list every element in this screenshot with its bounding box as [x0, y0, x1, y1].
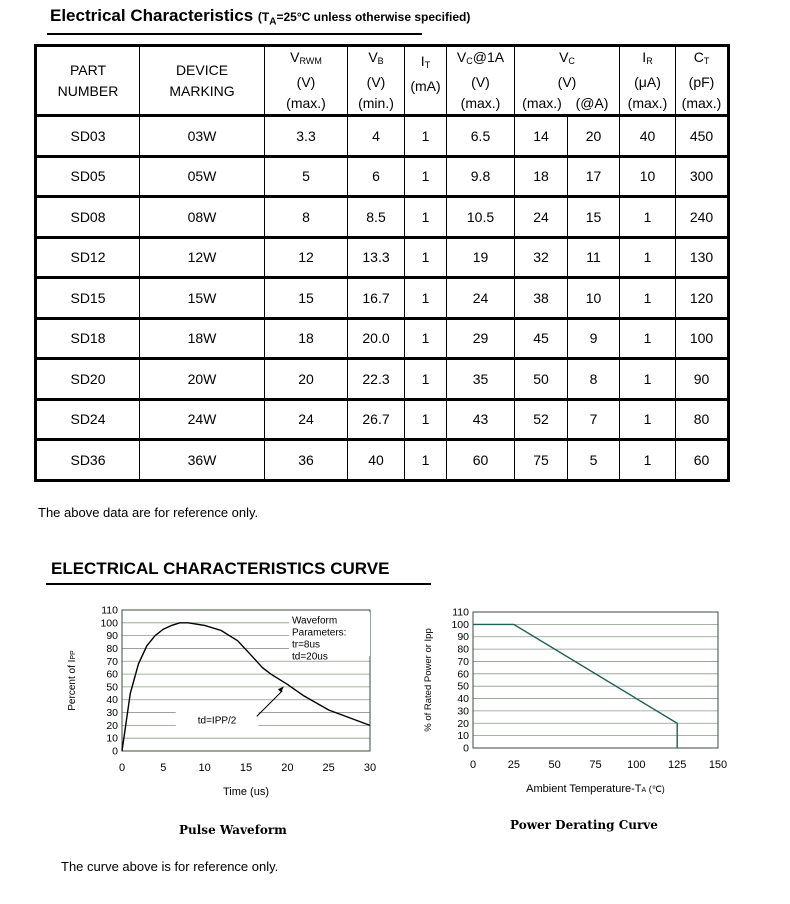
table-row [36, 116, 729, 157]
y-axis-label: Percent of IPP [67, 650, 78, 711]
table-cell: 1 [620, 197, 676, 238]
table-cell: 1 [405, 156, 447, 197]
title-underline [47, 33, 422, 35]
table-cell: 24 [447, 278, 515, 319]
table-cell: 24 [265, 399, 348, 440]
table-cell: 08W [140, 197, 265, 238]
col-vc: $V_C$ (V) (max.) (@A) [515, 46, 620, 116]
table-cell: 14 [515, 116, 568, 157]
y-tick-label: 110 [101, 604, 118, 617]
table-cell: 12W [140, 237, 265, 278]
table-cell: 8 [265, 197, 348, 238]
x-tick-label: 25 [507, 759, 520, 771]
table-cell: 18 [265, 318, 348, 359]
table-cell: 05W [140, 156, 265, 197]
col-vb: $V_B$ (V) (min.) [348, 46, 405, 116]
table-row [36, 318, 729, 359]
table-cell: 1 [620, 440, 676, 481]
power-derating-chart [418, 598, 748, 808]
table-cell: 60 [676, 440, 729, 481]
table-cell: 19 [447, 237, 515, 278]
table-cell: 6.5 [447, 116, 515, 157]
pulse-waveform-caption: Pulse Waveform [179, 823, 287, 837]
table-cell: 35 [447, 359, 515, 400]
y-tick-label: 0 [112, 745, 118, 758]
table-cell: SD12 [36, 237, 140, 278]
table-header-row [36, 46, 729, 116]
y-tick-label: 10 [457, 730, 469, 743]
table-cell: 130 [676, 237, 729, 278]
table-cell: 20 [265, 359, 348, 400]
y-tick-label: 60 [457, 668, 469, 681]
table-cell: 300 [676, 156, 729, 197]
table-cell: 15W [140, 278, 265, 319]
pulse-waveform-chart [55, 598, 395, 808]
x-tick-label: 10 [198, 762, 211, 774]
table-cell: 450 [676, 116, 729, 157]
plot-frame [473, 612, 718, 748]
table-cell: 1 [620, 359, 676, 400]
table-cell: 1 [620, 318, 676, 359]
cond-sub: A [269, 16, 277, 28]
legend-line: td=20us [291, 651, 328, 663]
y-tick-label: 20 [457, 717, 469, 730]
table-cell: SD20 [36, 359, 140, 400]
table-cell: 75 [515, 440, 568, 481]
y-tick-label: 60 [106, 668, 118, 681]
y-tick-label: 30 [106, 707, 118, 720]
y-tick-label: 80 [457, 643, 469, 656]
x-tick-label: 100 [627, 759, 646, 771]
cond-open: (T [257, 10, 270, 24]
table-cell: 15 [265, 278, 348, 319]
table-cell: 43 [447, 399, 515, 440]
y-tick-label: 70 [457, 655, 469, 668]
section-title [50, 6, 470, 27]
y-axis-label: % of Rated Power or Ipp [423, 628, 434, 732]
table-cell: 45 [515, 318, 568, 359]
table-cell: 32 [515, 237, 568, 278]
table-cell: 40 [348, 440, 405, 481]
table-row [36, 237, 729, 278]
y-tick-label: 40 [457, 693, 469, 706]
y-tick-label: 110 [452, 606, 469, 619]
table-cell: 10 [568, 278, 620, 319]
x-tick-label: 15 [239, 762, 253, 774]
x-axis-label: Ambient Temperature-TA (℃) [526, 783, 665, 795]
table-cell: 9.8 [447, 156, 515, 197]
table-cell: 22.3 [348, 359, 405, 400]
x-tick-label: 50 [548, 759, 561, 771]
table-cell: 10.5 [447, 197, 515, 238]
table-cell: SD08 [36, 197, 140, 238]
legend-line: Parameters: [291, 627, 347, 639]
table-cell: 17 [568, 156, 620, 197]
table-row [36, 278, 729, 319]
table-cell: 29 [447, 318, 515, 359]
y-tick-label: 20 [106, 719, 118, 732]
table-cell: SD03 [36, 116, 140, 157]
y-tick-label: 80 [106, 642, 118, 655]
x-axis-label: Time (us) [222, 786, 270, 798]
x-tick-label: 30 [363, 762, 377, 774]
table-cell: 52 [515, 399, 568, 440]
power-derating-caption: Power Derating Curve [510, 818, 658, 832]
y-tick-label: 30 [457, 705, 469, 718]
table-cell: 1 [405, 318, 447, 359]
table-cell: 50 [515, 359, 568, 400]
table-cell: 3.3 [265, 116, 348, 157]
table-cell: 20W [140, 359, 265, 400]
y-tick-label: 40 [106, 694, 118, 707]
table-cell: 03W [140, 116, 265, 157]
x-tick-label: 150 [708, 759, 728, 771]
table-cell: 24 [515, 197, 568, 238]
y-tick-label: 70 [106, 655, 118, 668]
table-cell: 7 [568, 399, 620, 440]
col-ir: $I_R$ (μA) (max.) [620, 46, 676, 116]
table-cell: 1 [405, 116, 447, 157]
y-tick-label: 90 [106, 630, 118, 643]
y-tick-label: 50 [457, 680, 469, 693]
y-tick-label: 100 [100, 617, 118, 630]
legend-line: tr=8us [291, 639, 321, 651]
y-tick-label: 50 [106, 681, 118, 694]
table-cell: 1 [405, 359, 447, 400]
table-row [36, 440, 729, 481]
table-cell: 5 [568, 440, 620, 481]
table-cell: 8.5 [348, 197, 405, 238]
table-cell: SD36 [36, 440, 140, 481]
table-cell: 36W [140, 440, 265, 481]
y-tick-label: 0 [463, 742, 469, 755]
y-tick-label: 10 [106, 732, 118, 745]
table-cell: 18W [140, 318, 265, 359]
table-cell: 1 [405, 197, 447, 238]
table-row [36, 359, 729, 400]
table-cell: 1 [405, 399, 447, 440]
x-tick-label: 0 [118, 762, 126, 774]
table-cell: SD15 [36, 278, 140, 319]
table-cell: 12 [265, 237, 348, 278]
y-tick-label: 100 [451, 618, 469, 631]
table-cell: 1 [405, 278, 447, 319]
x-tick-label: 0 [469, 759, 477, 771]
table-cell: 120 [676, 278, 729, 319]
col-vc-1a: $V_C@1A$ (V) (max.) [447, 46, 515, 116]
table-cell: SD24 [36, 399, 140, 440]
spec-table [34, 44, 730, 482]
test-condition [257, 10, 471, 28]
table-cell: 240 [676, 197, 729, 238]
table-cell: 36 [265, 440, 348, 481]
table-cell: 18 [515, 156, 568, 197]
section-title-text: Electrical Characteristics [50, 6, 254, 25]
table-cell: 16.7 [348, 278, 405, 319]
table-cell: 80 [676, 399, 729, 440]
table-cell: 11 [568, 237, 620, 278]
table-cell: 1 [405, 440, 447, 481]
table-cell: 1 [620, 278, 676, 319]
table-cell: 13.3 [348, 237, 405, 278]
x-tick-label: 125 [667, 759, 687, 771]
table-cell: 60 [447, 440, 515, 481]
col-vrwm: $V_{RWM}$ (V) (max.) [265, 46, 348, 116]
table-note: The above data are for reference only. [38, 505, 259, 520]
curve-note: The curve above is for reference only. [61, 859, 279, 874]
table-cell: 26.7 [348, 399, 405, 440]
table-cell: 90 [676, 359, 729, 400]
table-cell: 100 [676, 318, 729, 359]
table-cell: 1 [620, 399, 676, 440]
col-part-number: PART NUMBER [36, 46, 140, 116]
table-cell: 40 [620, 116, 676, 157]
table-cell: 4 [348, 116, 405, 157]
curve-section-title: ELECTRICAL CHARACTERISTICS CURVE [51, 559, 390, 578]
curve-title-underline [46, 583, 431, 585]
y-tick-label: 90 [457, 631, 469, 644]
table-cell: 10 [620, 156, 676, 197]
table-row [36, 399, 729, 440]
table-cell: 1 [620, 237, 676, 278]
col-ct: $C_T$ (pF) (max.) [676, 46, 729, 116]
col-it: $I_T$ (mA) [405, 46, 447, 116]
table-cell: 1 [405, 237, 447, 278]
col-device-marking: DEVICE MARKING [140, 46, 265, 116]
table-cell: 9 [568, 318, 620, 359]
legend-line: Waveform [291, 615, 338, 627]
table-cell: 20.0 [348, 318, 405, 359]
x-tick-label: 25 [322, 762, 335, 774]
x-tick-label: 5 [160, 762, 167, 774]
table-cell: 38 [515, 278, 568, 319]
table-cell: 6 [348, 156, 405, 197]
annotation-text: td=IPP/2 [197, 715, 237, 727]
x-tick-label: 75 [589, 759, 602, 771]
table-cell: 20 [568, 116, 620, 157]
table-cell: SD05 [36, 156, 140, 197]
table-cell: 15 [568, 197, 620, 238]
table-cell: 8 [568, 359, 620, 400]
table-cell: SD18 [36, 318, 140, 359]
table-row [36, 197, 729, 238]
table-cell: 24W [140, 399, 265, 440]
table-cell: 5 [265, 156, 348, 197]
cond-rest: =25°C unless otherwise specified) [276, 10, 471, 24]
x-tick-label: 20 [281, 762, 294, 774]
table-row [36, 156, 729, 197]
